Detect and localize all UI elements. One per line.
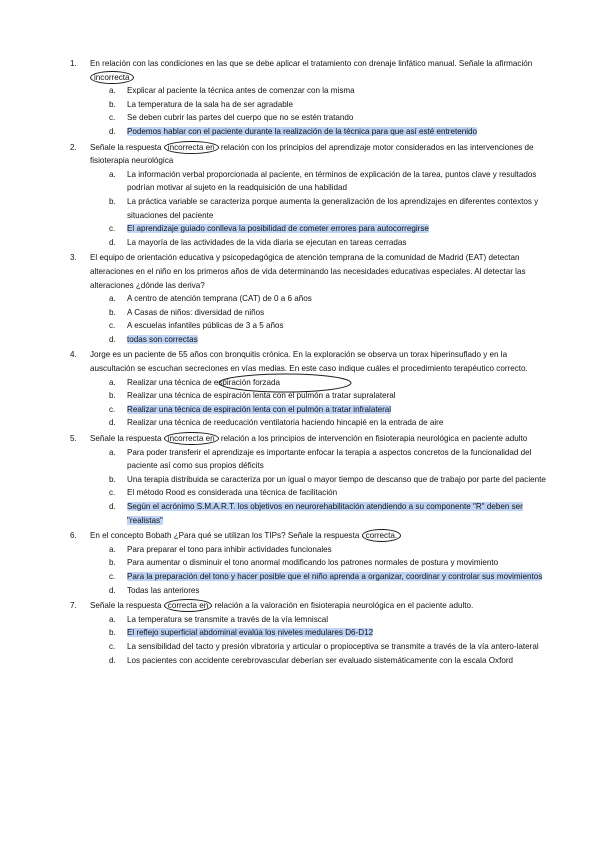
highlighted-answer-text: El aprendizaje guiado conlleva la posibilidad de cometer errores para autocorregirse bbox=[127, 224, 429, 234]
option-text bbox=[127, 613, 547, 627]
answer-text: Para poder transferir el aprendizaje es importante enfocar la terapia a aspectos concretos de la funcionalidad del paciente así como sus propios déficits bbox=[127, 447, 532, 471]
question-item bbox=[0, 251, 599, 346]
question-text-start: Señale la respuesta bbox=[90, 434, 164, 444]
option-letter: b. bbox=[109, 558, 116, 568]
option-text bbox=[127, 84, 547, 98]
circled-keyword: incorrecta en bbox=[164, 141, 219, 154]
answer-option bbox=[90, 333, 599, 347]
option-letter: c. bbox=[109, 641, 116, 651]
question-text bbox=[90, 251, 550, 292]
option-letter: d. bbox=[109, 585, 116, 595]
answer-text: Realizar una técnica de espiración forzada bbox=[127, 377, 280, 387]
answer-text: Para aumentar o disminuir el tono anormal modificando los patrones normales de postura y movimiento bbox=[127, 558, 499, 568]
question-text-end: relación con los principios del aprendizaje motor considerados en las intervenciones de fisioterapia neurológica bbox=[90, 142, 534, 166]
option-letter: c. bbox=[109, 224, 116, 234]
option-text bbox=[127, 195, 547, 222]
answer-text: La temperatura se transmite a través de la vía lemniscal bbox=[127, 614, 329, 624]
question-text-start: Señale la respuesta bbox=[90, 142, 164, 152]
option-text bbox=[127, 556, 547, 570]
option-letter: a. bbox=[109, 86, 116, 96]
question-number: 6. bbox=[70, 531, 77, 541]
option-text bbox=[127, 111, 547, 125]
option-text bbox=[127, 403, 547, 417]
question-text bbox=[90, 432, 550, 446]
answer-text: Para preparar el tono para inhibir actividades funcionales bbox=[127, 544, 332, 554]
answer-text: A Casas de niños: diversidad de niños bbox=[127, 307, 265, 317]
answer-text: El método Rood es considerada una técnica de facilitación bbox=[127, 488, 338, 498]
circled-keyword: incorrecta bbox=[90, 71, 134, 84]
option-text bbox=[127, 446, 547, 473]
option-letter: c. bbox=[109, 571, 116, 581]
answer-option bbox=[90, 626, 599, 640]
question-item bbox=[0, 529, 599, 597]
answer-option bbox=[90, 613, 599, 627]
question-text bbox=[90, 57, 550, 84]
answer-text: Realizar una técnica de reeducación ventilatoria haciendo hincapié en la entrada de aire bbox=[127, 418, 444, 428]
answer-text: La práctica variable se caracteriza porque aumenta la generalización de los aprendizajes en diferentes contextos y situaciones del paciente bbox=[127, 196, 539, 220]
option-letter: b. bbox=[109, 99, 116, 109]
option-text bbox=[127, 168, 547, 195]
question-item bbox=[0, 57, 599, 139]
answer-option bbox=[90, 168, 599, 195]
question-text-start: En relación con las condiciones en las que se debe aplicar el tratamiento con drenaje linfático manual. Señale la afirmación bbox=[90, 59, 533, 68]
option-letter: d. bbox=[109, 126, 116, 136]
question-text-start: El equipo de orientación educativa y psicopedagógica de atención temprana de la comunidad de Madrid (EAT) detectan alteraciones en el niño en los primeros años de vida determinando las necesidades educativas especiales. Al detectar las alteraciones ¿dónde las deriva? bbox=[90, 253, 526, 290]
option-letter: b. bbox=[109, 628, 116, 638]
answer-option bbox=[90, 473, 599, 487]
option-letter: a. bbox=[109, 447, 116, 457]
option-text bbox=[127, 306, 547, 320]
option-letter: c. bbox=[109, 488, 116, 498]
question-number: 2. bbox=[70, 142, 77, 152]
option-text bbox=[127, 292, 547, 306]
option-letter: a. bbox=[109, 377, 116, 387]
option-text bbox=[127, 319, 547, 333]
highlighted-answer-text: Realizar una técnica de espiración lenta con el pulmón a tratar infralateral bbox=[127, 404, 392, 414]
question-text bbox=[90, 141, 550, 168]
question-number: 5. bbox=[70, 434, 77, 444]
answer-text: Una terapia distribuida se caracteriza por un igual o mayor tiempo de descanso que de trabajo por parte del paciente bbox=[127, 474, 546, 484]
highlighted-answer-text: El reflejo superficial abdominal evalúa los niveles medulares D6-D12 bbox=[127, 628, 374, 638]
answer-option bbox=[90, 500, 599, 527]
answer-option bbox=[90, 403, 599, 417]
option-text bbox=[127, 98, 547, 112]
option-letter: c. bbox=[109, 404, 116, 414]
option-text bbox=[127, 626, 547, 640]
answer-option bbox=[90, 416, 599, 430]
circled-keyword: correcta. bbox=[362, 529, 402, 542]
answer-option bbox=[90, 486, 599, 500]
option-letter: d. bbox=[109, 502, 116, 511]
answer-option bbox=[90, 306, 599, 320]
option-text bbox=[127, 486, 547, 500]
question-item bbox=[0, 432, 599, 527]
highlighted-answer-text: Podemos hablar con el paciente durante la realización de la técnica para que así esté entretenido bbox=[127, 126, 478, 136]
option-letter: a. bbox=[109, 544, 116, 554]
question-number: 1. bbox=[70, 59, 77, 68]
option-text bbox=[127, 500, 547, 527]
question-text-start: Jorge es un paciente de 55 años con bronquitis crónica. En la exploración se observa un torax hiperinsuflado y en la auscultación se escuchan secreciones en vías medias. En este caso indique cuáles el procedimiento terapéutico correcto. bbox=[90, 350, 528, 374]
answer-text: A centro de atención temprana (CAT) de 0 a 6 años bbox=[127, 294, 312, 304]
question-text-end: relación a la valoración en fisioterapia neurológica en el paciente adulto. bbox=[212, 601, 474, 611]
answer-text: Se deben cubrir las partes del cuerpo que no se estén tratando bbox=[127, 113, 354, 123]
option-letter: b. bbox=[109, 196, 116, 206]
answer-text: Todas las anteriores bbox=[127, 585, 200, 595]
option-text bbox=[127, 222, 547, 236]
option-letter: a. bbox=[109, 614, 116, 624]
answer-text: La mayoría de las actividades de la vida diaria se ejecutan en tareas cerradas bbox=[127, 237, 407, 247]
answer-option bbox=[90, 111, 599, 125]
question-text bbox=[90, 529, 550, 543]
option-letter: b. bbox=[109, 307, 116, 317]
answer-text: Explicar al paciente la técnica antes de comenzar con la misma bbox=[127, 86, 355, 96]
option-letter: d. bbox=[109, 655, 116, 665]
answer-option bbox=[90, 446, 599, 473]
answer-option bbox=[90, 543, 599, 557]
option-text bbox=[127, 416, 547, 430]
option-letter: d. bbox=[109, 237, 116, 247]
highlighted-answer-text: todas son correctas bbox=[127, 334, 198, 344]
circled-keyword: correcta en bbox=[164, 599, 213, 612]
question-text-start: Señale la respuesta bbox=[90, 601, 164, 611]
answer-option bbox=[90, 292, 599, 306]
answer-text: Los pacientes con accidente cerebrovascular deberían ser evaluado sistemáticamente con la escala Oxford bbox=[127, 655, 514, 665]
question-text bbox=[90, 599, 550, 613]
answer-option bbox=[90, 125, 599, 139]
answer-text: La información verbal proporcionada al paciente, en términos de explicación de la tarea, puntos clave y resultados podrían motivar al sujeto en la readquisición de una habilidad bbox=[127, 169, 537, 193]
answer-text: A escuelas infantiles públicas de 3 a 5 años bbox=[127, 321, 284, 331]
option-text bbox=[127, 584, 547, 598]
option-letter: b. bbox=[109, 391, 116, 401]
answer-option bbox=[90, 195, 599, 222]
answer-option bbox=[90, 570, 599, 584]
answer-option bbox=[90, 584, 599, 598]
circled-keyword: incorrecta en bbox=[164, 432, 219, 445]
question-number: 4. bbox=[70, 350, 77, 360]
answer-option bbox=[90, 98, 599, 112]
option-text bbox=[127, 654, 547, 668]
answer-text: La sensibilidad del tacto y presión vibratoria y articular o propioceptiva se transmite a través de la vía antero-lateral bbox=[127, 641, 539, 651]
option-letter: b. bbox=[109, 474, 116, 484]
highlighted-answer-text: Para la preparación del tono y hacer posible que el niño aprenda a organizar, coordinar y controlar sus movimientos bbox=[127, 571, 543, 581]
answer-option bbox=[90, 640, 599, 654]
option-letter: a. bbox=[109, 169, 116, 179]
question-text-start: En el concepto Bobath ¿Para qué se utilizan los TIPs? Señale la respuesta bbox=[90, 531, 362, 541]
question-item bbox=[0, 141, 599, 250]
option-letter: c. bbox=[109, 113, 116, 123]
option-letter: d. bbox=[109, 334, 116, 344]
option-text bbox=[127, 640, 547, 654]
question-item bbox=[0, 599, 599, 667]
option-text bbox=[127, 236, 547, 250]
answer-text: Realizar una técnica de espiración lenta con el pulmón a tratar supralateral bbox=[127, 391, 396, 401]
answer-option bbox=[90, 236, 599, 250]
question-number: 7. bbox=[70, 601, 77, 611]
option-text bbox=[127, 543, 547, 557]
answer-option bbox=[90, 556, 599, 570]
option-text bbox=[127, 570, 547, 584]
exam-document bbox=[0, 57, 599, 669]
option-text bbox=[127, 473, 547, 487]
answer-option bbox=[90, 654, 599, 668]
option-letter: c. bbox=[109, 321, 116, 331]
answer-option bbox=[90, 222, 599, 236]
option-letter: a. bbox=[109, 294, 116, 304]
question-number: 3. bbox=[70, 253, 77, 263]
question-text-end: relación a los principios de intervención en fisioterapia neurológica en paciente adulto bbox=[218, 434, 528, 444]
option-text bbox=[127, 125, 547, 139]
option-text bbox=[127, 333, 547, 347]
answer-text: La temperatura de la sala ha de ser agradable bbox=[127, 99, 294, 109]
answer-option bbox=[90, 319, 599, 333]
option-letter: d. bbox=[109, 418, 116, 428]
pen-marking-ellipse bbox=[215, 371, 355, 395]
answer-option bbox=[90, 84, 599, 98]
highlighted-answer-text: Según el acrónimo S.M.A.R.T. los objetivos en neurorehabilitación atendiendo a su componente "R" deben ser "realistas" bbox=[127, 502, 523, 525]
